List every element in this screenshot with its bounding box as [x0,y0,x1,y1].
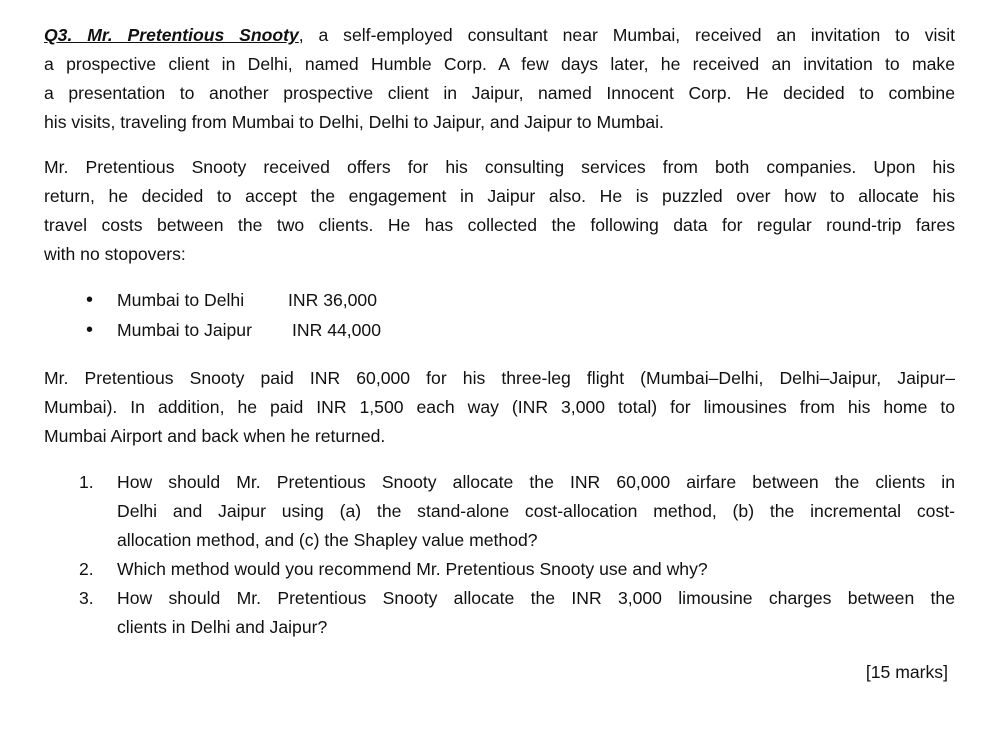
paragraph-1-line: a prospective client in Delhi, named Humble Corp. A few days later, he received an invitation to make [44,54,955,74]
paragraph-1-line: a presentation to another prospective client in Jaipur, named Innocent Corp. He decided to combine [44,83,955,103]
fare-amount: INR 44,000 [292,320,381,340]
task-line: clients in Delhi and Jaipur? [117,617,328,637]
task-number: 1. [79,472,94,492]
fare-route: Mumbai to Delhi [117,290,245,310]
paragraph-3-line: Mr. Pretentious Snooty paid INR 60,000 for his three-leg flight (Mumbai–Delhi, Delhi–Jaipur, Jaipur– [44,368,955,388]
paragraph-2-line: Mr. Pretentious Snooty received offers for his consulting services from both companies. Upon his [44,157,955,177]
bullet-icon: • [86,289,94,311]
paragraph-3-line: Mumbai). In addition, he paid INR 1,500 each way (INR 3,000 total) for limousines from his home to [44,397,955,417]
marks-label: [15 marks] [865,662,948,682]
task-number: 3. [79,588,94,608]
bullet-icon: • [86,319,94,341]
fare-route: Mumbai to Jaipur [117,320,252,340]
task-line: allocation method, and (c) the Shapley value method? [117,530,538,550]
text: , a self-employed consultant near Mumbai, received an invitation to visit [298,25,955,45]
task-number: 2. [79,559,94,579]
paragraph-1-line: his visits, traveling from Mumbai to Delhi, Delhi to Jaipur, and Jaipur to Mumbai. [44,112,664,132]
paragraph-2-line: travel costs between the two clients. He has collected the following data for regular round-trip fares [44,215,955,235]
question-title: Q3. Mr. Pretentious Snooty [44,25,299,45]
paragraph-3-line: Mumbai Airport and back when he returned. [44,426,386,446]
task-line: Delhi and Jaipur using (a) the stand-alone cost-allocation method, (b) the incremental cost- [117,501,955,521]
task-line: How should Mr. Pretentious Snooty allocate the INR 60,000 airfare between the clients in [117,472,955,492]
paragraph-2-line: return, he decided to accept the engagement in Jaipur also. He is puzzled over how to allocate his [44,186,955,206]
task-line: Which method would you recommend Mr. Pretentious Snooty use and why? [117,559,708,579]
paragraph-1-line [44,23,955,47]
task-line: How should Mr. Pretentious Snooty allocate the INR 3,000 limousine charges between the [117,588,955,608]
fare-amount: INR 36,000 [288,290,377,310]
paragraph-2-line: with no stopovers: [44,244,186,264]
